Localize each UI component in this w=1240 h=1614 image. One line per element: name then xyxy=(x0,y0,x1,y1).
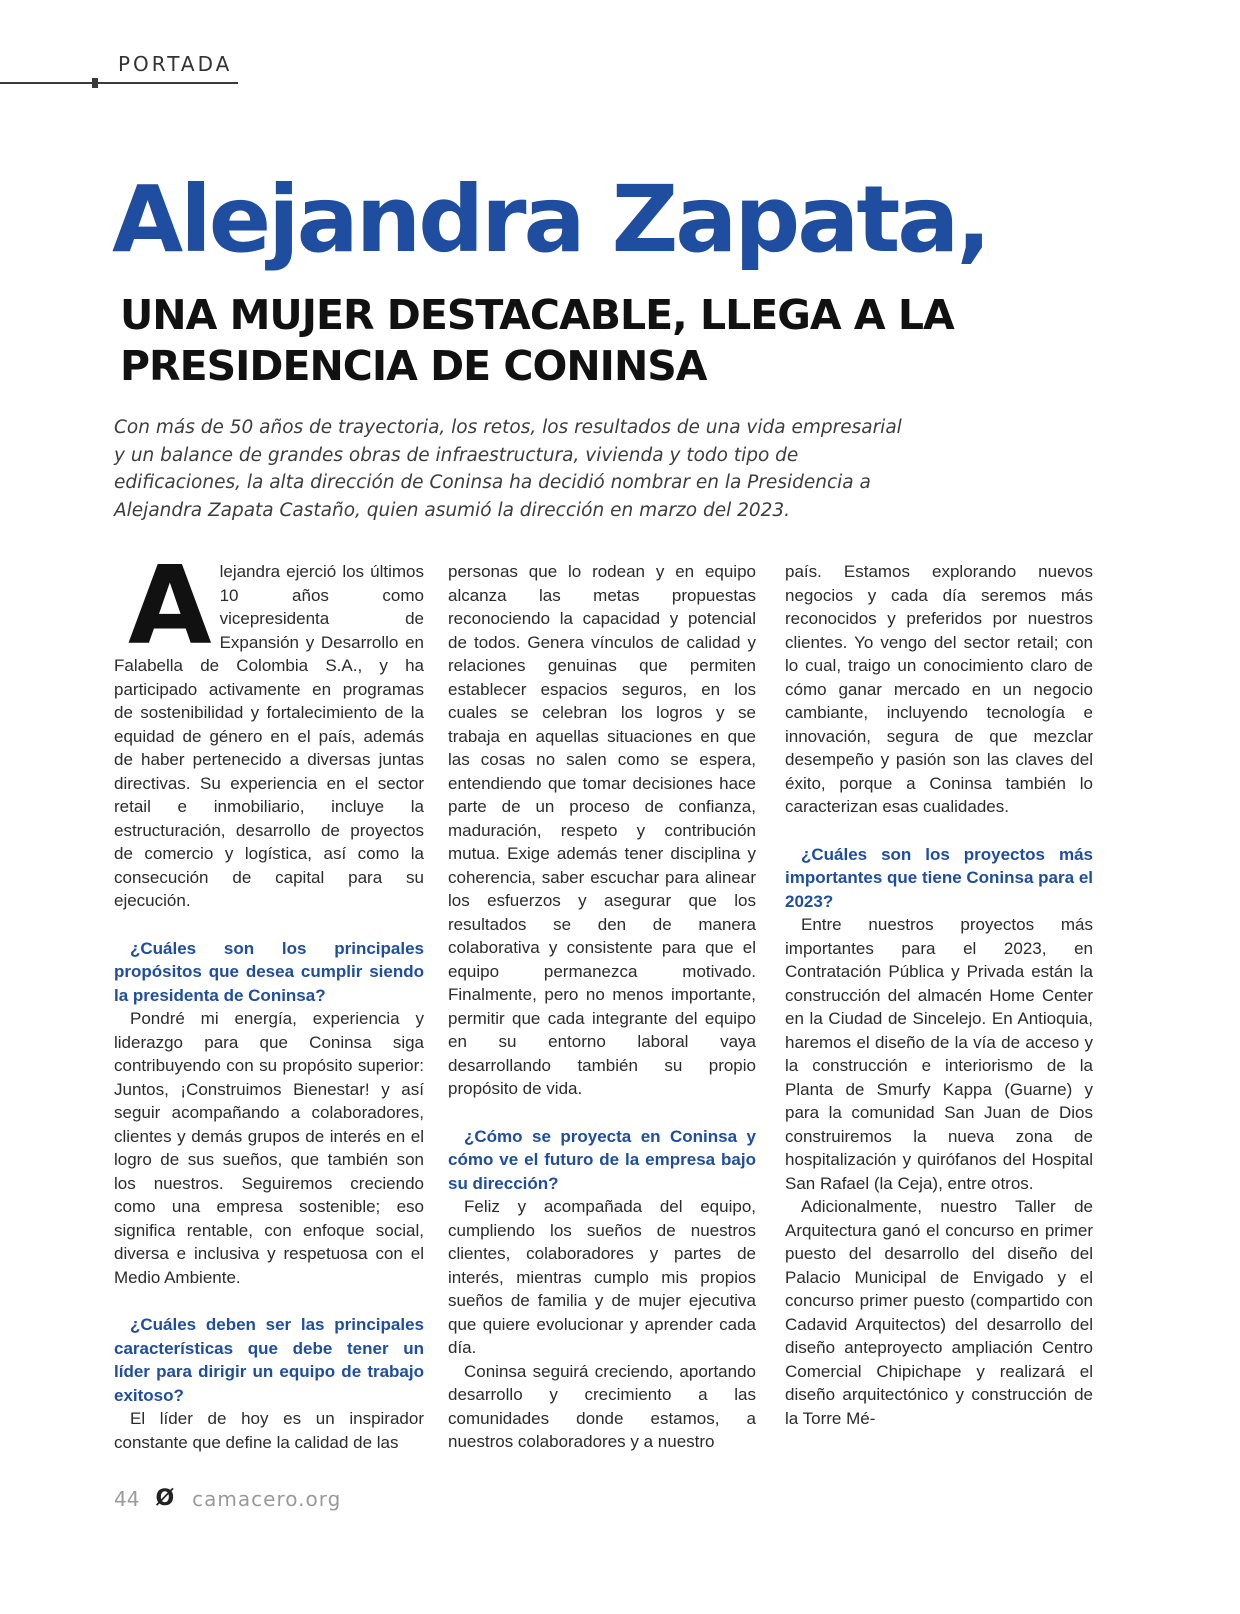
answer-paragraph: Coninsa seguirá creciendo, aportando desarrollo y crecimiento a las comunidades donde estamos, a nuestros colaboradores y a nuestro xyxy=(448,1361,756,1451)
question-heading: ¿Cuáles son los principales propósitos que desea cumplir siendo la presidenta de Coninsa? xyxy=(114,938,424,1005)
subhead-line: PRESIDENCIA DE CONINSA xyxy=(120,342,707,390)
lead-line: Alejandra Zapata Castaño, quien asumió la dirección en marzo del 2023. xyxy=(114,499,791,521)
subhead-line: UNA MUJER DESTACABLE, LLEGA A LA xyxy=(120,291,954,339)
answer-paragraph: Entre nuestros proyectos más importantes para el 2023, en Contratación Pública y Privada están la construcción del almacén Home Center en la Ciudad de Sincelejo. En Antioquia, haremos el diseño de la vía de acceso y la construcción e interiorismo de la Planta de Smurfy Kappa (Guarne) y para la comunidad San Juan de Dios construiremos la nueva zona de hospitalización y quirófanos del Hospital San Rafael (la Ceja), entre otros. xyxy=(785,915,1093,1193)
answer-paragraph: país. Estamos explorando nuevos negocios y cada día seremos más reconocidos y preferidos por nuestros clientes. Yo vengo del sector retail; con lo cual, traigo un conocimiento claro de cómo ganar mercado en un negocio cambiante, incluyendo tecnología e innovación, segura de que mezclar desempeño y pasión son las claves del éxito, porque a Coninsa también lo caracterizan esas cualidades. xyxy=(785,562,1093,816)
answer-paragraph: Pondré mi energía, experiencia y liderazgo para que Coninsa siga contribuyendo con su propósito superior: Juntos, ¡Construimos Bienestar! y así seguir acompañando a colaboradores, clientes y demás grupos de interés en el logro de sus sueños, que también son los nuestros. Seguiremos creciendo como una empresa sostenible; eso significa rentable, con enfoque social, diversa e inclusiva y respetuosa con el Medio Ambiente. xyxy=(114,1009,424,1287)
intro-text: lejandra ejerció los últimos 10 años como vicepresidenta de Expansión y Desarrollo en Falabella de Colombia S.A., y ha participado activamente en programas de sostenibilidad y fortalecimiento de la equidad de género en el país, además de haber pertenecido a diversas juntas directivas. Su experiencia en el sector retail e inmobiliario, incluye la estructuración, desarrollo de proyectos de comercio y logística, así como la consecución de capital para su ejecución. xyxy=(114,562,424,910)
brand-logo-icon: Ø xyxy=(155,1486,175,1511)
article-column-2 xyxy=(448,560,756,1454)
subhead xyxy=(120,290,1020,392)
question-heading: ¿Cuáles son los proyectos más importantes que tiene Coninsa para el 2023? xyxy=(785,844,1093,911)
website-link[interactable]: camacero.org xyxy=(192,1486,342,1511)
section-tag: PORTADA xyxy=(118,52,233,76)
answer-paragraph: Adicionalmente, nuestro Taller de Arquitectura ganó el concurso en primer puesto del desarrollo del diseño del Palacio Municipal de Envigado y el concurso primer puesto (compartido con Cadavid Arquitectos) del desarrollo del diseño anteproyecto ampliación Centro Comercial Chipichape y realizará el diseño arquitectónico y construcción de la Torre Mé- xyxy=(785,1197,1093,1428)
article-column-1 xyxy=(114,544,424,1454)
page-number: 44 xyxy=(114,1486,140,1511)
intro-paragraph xyxy=(114,544,424,913)
answer-paragraph: personas que lo rodean y en equipo alcanza las metas propuestas reconociendo la capacidad y potencial de todos. Genera vínculos de calidad y relaciones genuinas que permiten establecer espacios seguros, en los cuales se celebran los logros y se trabaja en aquellas situaciones en que las cosas no salen como se espera, entendiendo que tomar decisiones hace parte de un proceso de confianza, maduración, respeto y contribución mutua. Exige además tener disciplina y coherencia, saber escuchar para alinear los esfuerzos y asegurar que los resultados se den de manera colaborativa y consistente para que el equipo permanezca motivado. Finalmente, pero no menos importante, permitir que cada integrante del equipo en su entorno laboral vaya desarrollando también su propio propósito de vida. xyxy=(448,562,756,1098)
page-footer xyxy=(114,1486,341,1511)
section-rule xyxy=(0,82,238,84)
section-rule-tick xyxy=(92,78,98,88)
drop-cap: A xyxy=(128,544,212,669)
answer-paragraph: El líder de hoy es un inspirador constante que define la calidad de las xyxy=(114,1409,424,1452)
headline: Alejandra Zapata, xyxy=(112,166,989,273)
lead-line: edificaciones, la alta dirección de Coninsa ha decidió nombrar en la Presidencia a xyxy=(114,472,871,493)
lead-paragraph xyxy=(114,414,974,524)
lead-line: y un balance de grandes obras de infraestructura, vivienda y todo tipo de xyxy=(114,444,799,466)
article-column-3 xyxy=(785,560,1093,1430)
lead-line: Con más de 50 años de trayectoria, los retos, los resultados de una vida empresarial xyxy=(114,417,902,438)
question-heading: ¿Cómo se proyecta en Coninsa y cómo ve el futuro de la empresa bajo su dirección? xyxy=(448,1126,756,1193)
question-heading: ¿Cuáles deben ser las principales características que debe tener un líder para dirigir un equipo de trabajo exitoso? xyxy=(114,1315,424,1405)
answer-paragraph: Feliz y acompañada del equipo, cumpliendo los sueños de nuestros clientes, colaboradores y partes de interés, mientras cumplo mis propios sueños de familia y de mujer ejecutiva que quiere evolucionar y aprender cada día. xyxy=(448,1197,756,1357)
